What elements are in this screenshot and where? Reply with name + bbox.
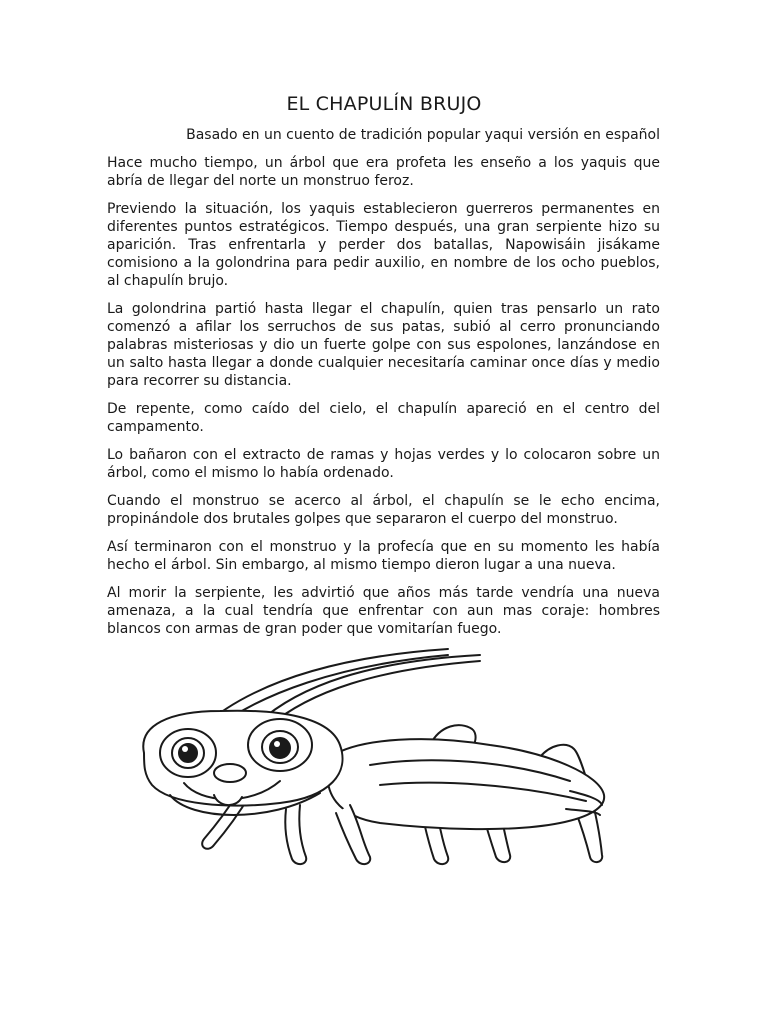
paragraph-1: Hace mucho tiempo, un árbol que era profeta les enseño a los yaquis que abría de llegar del norte un monstruo feroz. xyxy=(107,155,660,189)
story-body xyxy=(107,154,660,648)
page-title: EL CHAPULÍN BRUJO xyxy=(286,93,482,115)
page-subtitle: Basado en un cuento de tradición popular yaqui versión en español xyxy=(186,127,660,143)
paragraph-5: Lo bañaron con el extracto de ramas y hojas verdes y lo colocaron sobre un árbol, como el mismo lo había ordenado. xyxy=(107,447,660,481)
paragraph-4: De repente, como caído del cielo, el chapulín apareció en el centro del campamento. xyxy=(107,401,660,435)
grasshopper-illustration xyxy=(130,645,630,875)
grasshopper-icon xyxy=(130,645,630,875)
paragraph-3: La golondrina partió hasta llegar el chapulín, quien tras pensarlo un rato comenzó a afilar los serruchos de sus patas, subió al cerro pronunciando palabras misteriosas y dio un fuerte golpe con sus espolones, lanzándose en un salto hasta llegar a donde cualquier necesitaría caminar once días y medio para recorrer su distancia. xyxy=(107,301,660,389)
paragraph-8: Al morir la serpiente, les advirtió que años más tarde vendría una nueva amenaza, a la cual tendría que enfrentar con aun mas coraje: hombres blancos con armas de gran poder que vomitarían fuego. xyxy=(107,585,660,637)
paragraph-7: Así terminaron con el monstruo y la profecía que en su momento les había hecho el árbol. Sin embargo, al mismo tiempo dieron lugar a una nueva. xyxy=(107,539,660,573)
paragraph-2: Previendo la situación, los yaquis establecieron guerreros permanentes en diferentes puntos estratégicos. Tiempo después, una gran serpiente hizo su aparición. Tras enfrentarla y perder dos batallas, Napowisáin jisákame comisiono a la golondrina para pedir auxilio, en nombre de los ocho pueblos, al chapulín brujo. xyxy=(107,201,660,289)
paragraph-6: Cuando el monstruo se acerco al árbol, el chapulín se le echo encima, propinándole dos brutales golpes que separaron el cuerpo del monstruo. xyxy=(107,493,660,527)
